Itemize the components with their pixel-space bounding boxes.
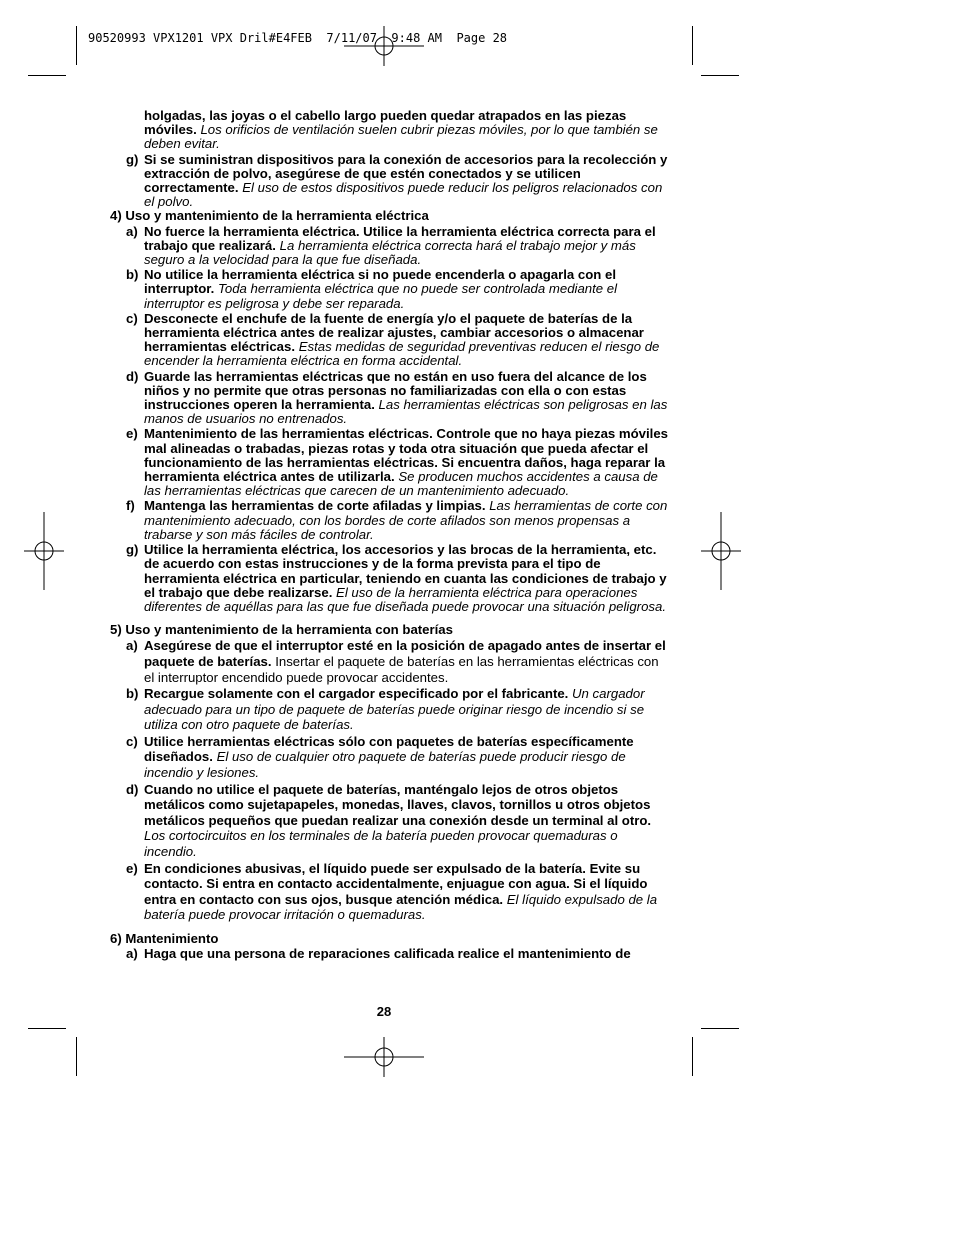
section-heading: 6) Mantenimiento: [110, 931, 219, 946]
crop-mark-top-left-v: [76, 26, 77, 65]
crop-mark-top-right-v: [692, 26, 693, 65]
crop-mark-bottom-right-h: [701, 1028, 739, 1029]
list-item: g) Si se suministran dispositivos para la conexión de accesorios para la recolección y extracción de polvo, asegúrese de que estén conectados y se utilicen correctamente. El uso de estos dispositivos puede reducir los peligros relacionados con el polvo.: [126, 151, 668, 210]
print-slug: 90520993 VPX1201 VPX Dril#E4FEB 7/11/07 9:48 AM Page 28: [88, 31, 508, 45]
crop-mark-bottom-left-h: [28, 1028, 66, 1029]
list-item: d) Cuando no utilice el paquete de baterías, manténgalo lejos de otros objetos metálicos como sujetapapeles, monedas, llaves, clavos, tornillos u otros objetos metálicos pequeños que puedan realizar una conexión desde un terminal al otro. Los cortocircuitos en los terminales de la batería pueden provocar quemaduras o incendio.: [126, 781, 652, 860]
list-item: b) No utilice la herramienta eléctrica si no puede encenderla o apagarla con el interruptor. Toda herramienta eléctrica que no puede ser controlada mediante el interruptor es peligrosa y debe ser reparada.: [126, 267, 618, 311]
list-item: g) Utilice la herramienta eléctrica, los accesorios y las brocas de la herramienta, etc. de acuerdo con estas instrucciones y de la forma prevista para el tipo de herramienta eléctrica en particular, teniendo en cuanta las condiciones de trabajo y el trabajo que debe realizarse. El uso de la herramienta eléctrica para operaciones diferentes de aquéllas para las que fue diseñada puede provocar una situación peligrosa.: [126, 542, 667, 614]
list-item: c) Utilice herramientas eléctricas sólo con paquetes de baterías específicamente diseñados. El uso de cualquier otro paquete de baterías puede producir riesgo de incendio y lesiones.: [126, 733, 634, 781]
section-heading: 4) Uso y mantenimiento de la herramienta eléctrica: [110, 208, 429, 224]
crop-mark-bottom-right-v: [692, 1037, 693, 1076]
list-item: d) Guarde las herramientas eléctricas que no están en uso fuera del alcance de los niños y no permite que otras personas no familiarizadas con ella o con estas instrucciones operen la herramienta. Las herramientas eléctricas son peligrosas en las manos de usuarios no entrenados.: [126, 368, 668, 427]
list-item: e) En condiciones abusivas, el líquido puede ser expulsado de la batería. Evite su contacto. Si entra en contacto accidentalmente, enjuague con agua. Si el líquido entra en contacto con sus ojos, busque atención médica. El líquido expulsado de la batería puede provocar irritación o quemaduras.: [126, 860, 658, 923]
crop-mark-top-right-h: [701, 75, 739, 76]
list-item: a) Asegúrese de que el interruptor esté en la posición de apagado antes de insertar el paquete de baterías. Insertar el paquete de baterías en las herramientas eléctricas con el interruptor encendido puede provocar accidentes.: [126, 638, 666, 685]
list-item: a) No fuerce la herramienta eléctrica. Utilice la herramienta eléctrica correcta para el trabajo que realizará. La herramienta eléctrica correcta hará el trabajo mejor y más seguro a la velocidad para la que fue diseñada.: [126, 223, 656, 268]
list-item: c) Desconecte el enchufe de la fuente de energía y/o el paquete de baterías de la herramienta eléctrica antes de realizar ajustes, cambiar accesorios o almacenar herramientas eléctricas. Estas medidas de seguridad preventivas reducen el riesgo de encender la herramienta eléctrica en forma accidental.: [126, 310, 660, 369]
continued-paragraph: holgadas, las joyas o el cabello largo pueden quedar atrapados en las piezas móviles. Los orificios de ventilación suelen cubrir piezas móviles, por lo que también se deben evitar.: [144, 108, 658, 152]
registration-mark-right-icon: [701, 512, 741, 590]
list-item: b) Recargue solamente con el cargador especificado por el fabricante. Un cargador adecuado para un tipo de paquete de baterías puede originar riesgo de incendio si se utiliza con otro paquete de baterías.: [126, 686, 645, 733]
registration-mark-left-icon: [24, 512, 64, 590]
crop-mark-top-left-h: [28, 75, 66, 76]
section-heading: 5) Uso y mantenimiento de la herramienta con baterías: [110, 622, 453, 638]
list-item: e) Mantenimiento de las herramientas eléctricas. Controle que no haya piezas móviles mal alineadas o trabadas, piezas rotas y toda otra situación que pueda afectar el funcionamiento de las herramientas eléctricas. Si encuentra daños, haga reparar la herramienta eléctrica antes de utilizarla. Se producen muchos accidentes a causa de las herramientas eléctricas que carecen de un mantenimiento adecuado.: [126, 426, 669, 499]
list-item: a) Haga que una persona de reparaciones calificada realice el mantenimiento de: [126, 946, 631, 962]
page-number: 28: [376, 1004, 392, 1019]
crop-mark-bottom-left-v: [76, 1037, 77, 1076]
registration-mark-bottom-icon: [344, 1037, 424, 1077]
list-item: f) Mantenga las herramientas de corte afiladas y limpias. Las herramientas de corte con mantenimiento adecuado, con los bordes de corte afilados son menos propensas a trabarse y son más fáciles de controlar.: [126, 498, 668, 542]
registration-mark-top-icon: [344, 26, 424, 66]
body-text: [110, 109, 672, 961]
